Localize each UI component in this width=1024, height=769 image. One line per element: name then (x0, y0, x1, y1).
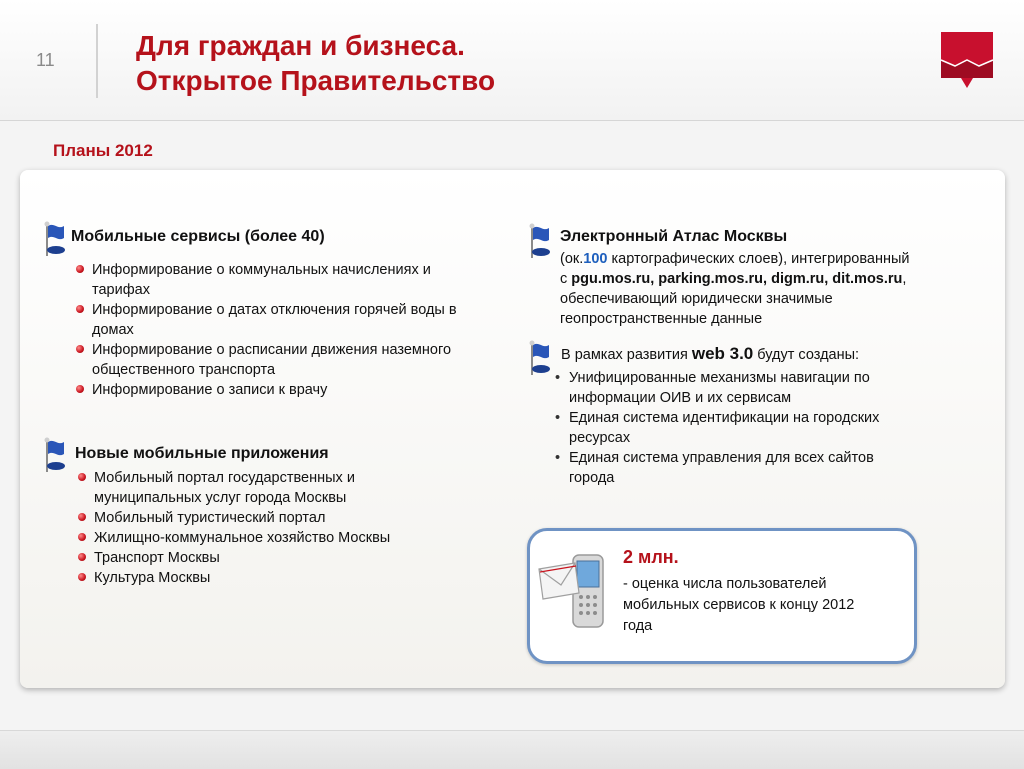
atlas-line-suffix: картографических слоев), интегрированный (607, 251, 910, 267)
stat-value: 2 млн. (623, 547, 679, 567)
list-item: Транспорт Москвы (76, 548, 406, 568)
atlas-line-2 (560, 269, 990, 289)
stat-description: - оценка числа пользователей мобильных сервисов к концу 2012 года (623, 576, 855, 634)
atlas-sites-suffix: , (902, 271, 907, 287)
list-item: Культура Москвы (76, 568, 406, 588)
list-item: • Единая система управления для всех сайтов города (551, 448, 889, 488)
atlas-with-prefix: с (560, 271, 572, 287)
section-title-mobile-services: Мобильные сервисы (более 40) (71, 228, 325, 245)
layers-count: 100 (583, 251, 608, 267)
blue-flag-pin-icon (40, 220, 74, 258)
list-item: Мобильный туристический портал (76, 508, 406, 528)
web-suffix: будут созданы: (753, 347, 860, 363)
blue-flag-pin-icon (40, 436, 74, 474)
list-item: • Унифицированные механизмы навигации по информации ОИВ и их сервисам (551, 368, 941, 408)
title-line-2: Открытое Правительство (136, 65, 496, 96)
section-title-atlas: Электронный Атлас Москвы (560, 228, 788, 245)
atlas-line-3: обеспечивающий юридически значимые (560, 291, 833, 307)
slide-title (136, 28, 495, 98)
new-apps-list (76, 468, 406, 588)
atlas-line-4: геопространственные данные (560, 311, 763, 327)
list-item: Жилищно-коммунальное хозяйство Москвы (76, 528, 406, 548)
slide-header (0, 0, 1024, 121)
plans-title: Планы 2012 (53, 141, 153, 160)
blue-flag-pin-icon (525, 222, 559, 260)
list-item: Информирование о коммунальных начислениях и тарифах (74, 260, 484, 300)
list-item: • Единая система идентификации на городских ресурсах (551, 408, 941, 448)
title-line-1: Для граждан и бизнеса. (136, 30, 465, 61)
page-footer (0, 730, 1024, 769)
web-list (551, 368, 941, 488)
header-divider (96, 24, 98, 98)
web-prefix: В рамках развития (561, 347, 692, 363)
list-item: Информирование о датах отключения горячей воды в домах (74, 300, 484, 340)
atlas-line-prefix: (ок. (560, 251, 584, 267)
atlas-description (560, 249, 990, 329)
mobile-services-list (74, 260, 484, 400)
web-intro (561, 344, 981, 365)
list-item: Мобильный портал государственных и муниципальных услуг города Москвы (76, 468, 406, 508)
web-version: web 3.0 (691, 344, 754, 363)
list-item: Информирование о записи к врачу (74, 380, 484, 400)
mobile-phone-mail-icon (537, 553, 617, 631)
atlas-sites: pgu.mos.ru, parking.mos.ru, digm.ru, dit.mos.ru (571, 271, 903, 287)
section-title-new-apps: Новые мобильные приложения (75, 445, 329, 462)
list-item: Информирование о расписании движения наземного общественного транспорта (74, 340, 484, 380)
city-emblem-icon (941, 32, 993, 92)
atlas-line-1 (560, 249, 990, 269)
slide-number: 11 (36, 50, 55, 70)
